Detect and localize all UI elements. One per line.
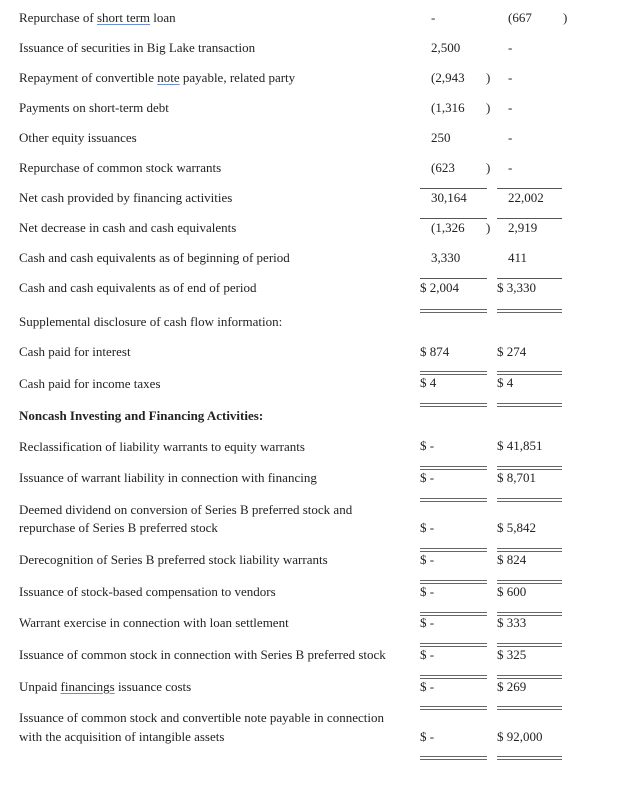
row-label <box>19 69 295 87</box>
value-col1: (2,943 <box>431 70 465 85</box>
value-col2: - <box>508 160 513 175</box>
total-double-rule <box>420 498 487 502</box>
close-paren-col1: ) <box>486 160 491 175</box>
row-label: Cash paid for income taxes <box>19 376 161 391</box>
value-col1: $ 874 <box>420 344 450 359</box>
close-paren-col1: ) <box>486 100 491 115</box>
value-col1: $ - <box>420 647 435 662</box>
total-double-rule <box>420 403 487 407</box>
value-col2: $ 5,842 <box>497 520 536 535</box>
close-paren-col1: ) <box>486 220 491 235</box>
value-col2: $ 600 <box>497 584 527 599</box>
row-label: Warrant exercise in connection with loan settlement <box>19 615 289 630</box>
value-col1: (1,326 <box>431 220 465 235</box>
row-label: Cash and cash equivalents as of end of period <box>19 280 257 295</box>
value-col2: 2,919 <box>508 220 538 235</box>
total-double-rule <box>497 498 562 502</box>
section-heading-supplemental: Supplemental disclosure of cash flow information: <box>19 314 283 329</box>
row-label-line2: with the acquisition of intangible assets <box>19 729 225 744</box>
row-label-line1: Issuance of common stock and convertible note payable in connection <box>19 710 384 725</box>
label-text: Repayment of convertible <box>19 70 158 85</box>
value-col2: - <box>508 100 513 115</box>
value-col1: $ - <box>420 438 435 453</box>
total-double-rule <box>497 706 562 710</box>
label-text: payable, related party <box>179 70 296 85</box>
value-col1: - <box>431 10 436 25</box>
row-label: Issuance of stock-based compensation to vendors <box>19 584 276 599</box>
value-col2: - <box>508 130 513 145</box>
value-col2: 411 <box>508 250 528 265</box>
value-col1: $ 2,004 <box>420 280 459 295</box>
label-text: Unpaid <box>19 679 61 694</box>
value-col2: - <box>508 70 513 85</box>
row-label <box>19 678 191 696</box>
spellcheck-marked-text: short term <box>96 10 151 25</box>
row-label-repurchase-short-term-loan <box>19 9 176 27</box>
value-col1: $ - <box>420 552 435 567</box>
value-col2: $ 8,701 <box>497 470 536 485</box>
total-double-rule <box>420 756 487 760</box>
value-col1: $ - <box>420 470 435 485</box>
row-label: Issuance of common stock in connection with Series B preferred stock <box>19 647 386 662</box>
value-col2: $ 4 <box>497 375 514 390</box>
label-text: loan <box>150 10 176 25</box>
value-col2: (667 <box>508 10 532 25</box>
row-label: Other equity issuances <box>19 130 137 145</box>
value-col1: $ - <box>420 584 435 599</box>
value-col1: 30,164 <box>431 190 467 205</box>
spellcheck-marked-text: note <box>157 70 180 85</box>
close-paren-col1: ) <box>486 70 491 85</box>
value-col2: $ 333 <box>497 615 527 630</box>
value-col2: - <box>508 40 513 55</box>
value-col2: $ 92,000 <box>497 729 543 744</box>
value-col2: $ 325 <box>497 647 527 662</box>
row-label: Issuance of securities in Big Lake transaction <box>19 40 256 55</box>
value-col1: $ 4 <box>420 375 437 390</box>
row-label-line2: repurchase of Series B preferred stock <box>19 520 218 535</box>
row-label: Derecognition of Series B preferred stock liability warrants <box>19 552 328 567</box>
value-col2: $ 269 <box>497 679 527 694</box>
row-label: Cash and cash equivalents as of beginning of period <box>19 250 290 265</box>
total-double-rule <box>420 706 487 710</box>
value-col1: 250 <box>431 130 451 145</box>
value-col2: $ 3,330 <box>497 280 536 295</box>
label-text: issuance costs <box>114 679 192 694</box>
spellcheck-marked-text: financings <box>60 679 115 694</box>
value-col1: $ - <box>420 729 435 744</box>
value-col1: 3,330 <box>431 250 461 265</box>
value-col1: $ - <box>420 520 435 535</box>
value-col1: 2,500 <box>431 40 461 55</box>
value-col1: (1,316 <box>431 100 465 115</box>
value-col2: $ 274 <box>497 344 527 359</box>
row-label: Reclassification of liability warrants to equity warrants <box>19 439 305 454</box>
value-col1: $ - <box>420 615 435 630</box>
close-paren-col2: ) <box>563 10 568 25</box>
row-label-line1: Deemed dividend on conversion of Series B preferred stock and <box>19 502 353 517</box>
value-col2: $ 824 <box>497 552 527 567</box>
total-double-rule <box>420 309 487 313</box>
row-label: Cash paid for interest <box>19 344 131 359</box>
row-label: Issuance of warrant liability in connection with financing <box>19 470 317 485</box>
row-label: Net cash provided by financing activities <box>19 190 233 205</box>
total-double-rule <box>497 309 562 313</box>
value-col2: 22,002 <box>508 190 544 205</box>
total-double-rule <box>497 403 562 407</box>
row-label: Payments on short-term debt <box>19 100 169 115</box>
value-col1: $ - <box>420 679 435 694</box>
value-col2: $ 41,851 <box>497 438 543 453</box>
row-label: Net decrease in cash and cash equivalents <box>19 220 237 235</box>
value-col1: (623 <box>431 160 455 175</box>
row-label: Repurchase of common stock warrants <box>19 160 222 175</box>
label-text: Repurchase of <box>19 10 97 25</box>
total-double-rule <box>497 756 562 760</box>
section-heading-noncash: Noncash Investing and Financing Activities: <box>19 408 264 423</box>
